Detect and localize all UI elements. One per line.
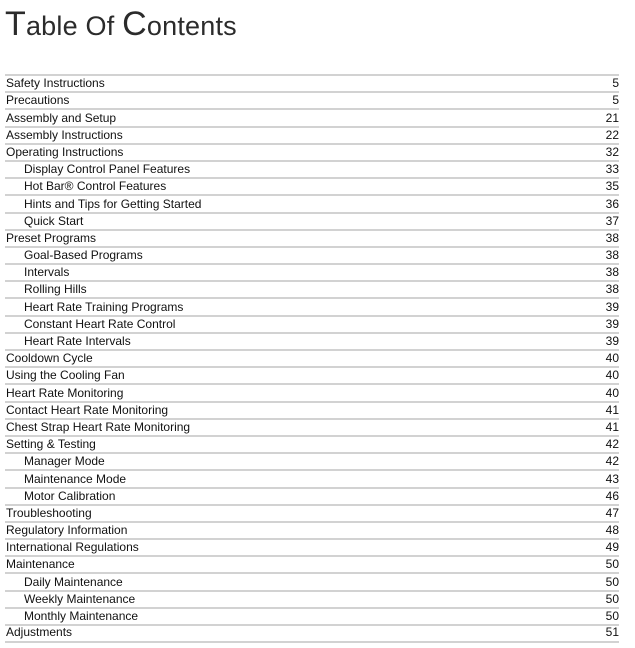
toc-entry-label[interactable]: Operating Instructions [6, 144, 124, 159]
toc-entry-page-number[interactable]: 50 [605, 609, 619, 623]
toc-entry-page-number[interactable]: 40 [605, 351, 619, 366]
toc-entry-label[interactable]: Heart Rate Monitoring [6, 385, 124, 400]
toc-entry-page-number[interactable]: 39 [605, 334, 619, 348]
toc-entry-label[interactable]: Hints and Tips for Getting Started [24, 196, 202, 211]
toc-entry[interactable] [5, 555, 619, 572]
toc-entry-label[interactable]: Contact Heart Rate Monitoring [6, 402, 169, 417]
toc-entry-label[interactable]: Precautions [6, 93, 70, 108]
toc-entry[interactable] [5, 624, 619, 643]
toc-entry-page-number[interactable]: 49 [605, 540, 619, 555]
toc-entry-label[interactable]: Regulatory Information [6, 523, 128, 538]
toc-entry-label[interactable]: Assembly Instructions [6, 127, 123, 142]
toc-entry-page-number[interactable]: 39 [605, 299, 619, 314]
toc-entry-label[interactable]: Quick Start [24, 213, 84, 228]
toc-entry[interactable] [5, 383, 619, 400]
toc-entry-label[interactable]: Setting & Testing [6, 437, 96, 452]
toc-entry-label[interactable]: Manager Mode [24, 454, 105, 469]
toc-entry-label[interactable]: Monthly Maintenance [24, 609, 139, 623]
toc-entry-label[interactable]: Assembly and Setup [6, 110, 117, 125]
table-of-contents [5, 74, 619, 643]
toc-entry-label[interactable]: International Regulations [6, 540, 139, 555]
toc-entry-page-number[interactable]: 43 [605, 471, 619, 486]
toc-entry[interactable] [5, 108, 619, 125]
toc-entry-page-number[interactable]: 46 [605, 488, 619, 503]
toc-entry-page-number[interactable]: 33 [605, 162, 619, 177]
toc-entry-page-number[interactable]: 47 [605, 505, 619, 520]
toc-entry-page-number[interactable]: 40 [605, 385, 619, 400]
toc-entry-page-number[interactable]: 48 [605, 523, 619, 538]
toc-entry-page-number[interactable]: 38 [605, 248, 619, 263]
toc-entry[interactable] [5, 177, 619, 194]
toc-entry-page-number[interactable]: 21 [605, 110, 619, 125]
toc-entry[interactable] [5, 297, 619, 314]
toc-entry-page-number[interactable]: 38 [605, 265, 619, 280]
toc-entry-label[interactable]: Preset Programs [6, 230, 97, 245]
toc-entry[interactable] [5, 349, 619, 366]
toc-entry[interactable] [5, 607, 619, 624]
toc-entry[interactable] [5, 487, 619, 504]
toc-entry-page-number[interactable]: 38 [605, 230, 619, 245]
toc-entry-label[interactable]: Weekly Maintenance [24, 591, 136, 606]
toc-entry-label[interactable]: Adjustments [6, 625, 73, 639]
toc-entry[interactable] [5, 315, 619, 332]
toc-entry[interactable] [5, 590, 619, 607]
toc-entry[interactable] [5, 452, 619, 469]
toc-entry[interactable] [5, 143, 619, 160]
toc-entry-page-number[interactable]: 41 [605, 402, 619, 417]
toc-entry-label[interactable]: Using the Cooling Fan [6, 368, 125, 383]
toc-entry-label[interactable]: Goal-Based Programs [24, 248, 143, 263]
toc-entry-page-number[interactable]: 32 [605, 144, 619, 159]
toc-entry[interactable] [5, 366, 619, 383]
toc-entry[interactable] [5, 538, 619, 555]
toc-entry-page-number[interactable]: 51 [605, 625, 619, 639]
toc-entry[interactable] [5, 74, 619, 91]
toc-entry-label[interactable]: Daily Maintenance [24, 574, 123, 589]
toc-entry-page-number[interactable]: 22 [605, 127, 619, 142]
page-title: Table Of Contents [5, 5, 237, 43]
toc-entry-label[interactable]: Display Control Panel Features [24, 162, 191, 177]
toc-entry[interactable] [5, 280, 619, 297]
toc-entry-page-number[interactable]: 39 [605, 316, 619, 331]
toc-entry-page-number[interactable]: 50 [605, 574, 619, 589]
toc-entry-page-number[interactable]: 42 [605, 437, 619, 452]
toc-entry-label[interactable]: Maintenance Mode [24, 471, 127, 486]
toc-entry-label[interactable]: Cooldown Cycle [6, 351, 93, 366]
toc-entry-page-number[interactable]: 50 [605, 591, 619, 606]
toc-entry[interactable] [5, 263, 619, 280]
toc-entry-page-number[interactable]: 50 [605, 557, 619, 572]
toc-entry[interactable] [5, 418, 619, 435]
toc-entry[interactable] [5, 435, 619, 452]
toc-entry[interactable] [5, 229, 619, 246]
toc-entry[interactable] [5, 572, 619, 589]
toc-entry-page-number[interactable]: 35 [605, 179, 619, 194]
toc-entry-page-number[interactable]: 37 [605, 213, 619, 228]
toc-entry[interactable] [5, 212, 619, 229]
toc-entry[interactable] [5, 126, 619, 143]
toc-entry[interactable] [5, 401, 619, 418]
toc-entry[interactable] [5, 469, 619, 486]
toc-entry[interactable] [5, 194, 619, 211]
toc-entry-page-number[interactable]: 36 [605, 196, 619, 211]
toc-entry-page-number[interactable]: 41 [605, 419, 619, 434]
toc-entry-label[interactable]: Constant Heart Rate Control [24, 316, 176, 331]
toc-entry-label[interactable]: Rolling Hills [24, 282, 87, 297]
toc-entry[interactable] [5, 332, 619, 349]
toc-entry-page-number[interactable]: 5 [612, 76, 619, 91]
toc-entry-label[interactable]: Hot Bar® Control Features [24, 179, 167, 194]
toc-entry[interactable] [5, 504, 619, 521]
toc-entry-label[interactable]: Intervals [24, 265, 70, 280]
toc-entry-label[interactable]: Heart Rate Intervals [24, 334, 131, 348]
toc-entry-page-number[interactable]: 38 [605, 282, 619, 297]
toc-entry[interactable] [5, 160, 619, 177]
toc-entry[interactable] [5, 246, 619, 263]
toc-entry-label[interactable]: Heart Rate Training Programs [24, 299, 184, 314]
toc-entry[interactable] [5, 91, 619, 108]
toc-entry-label[interactable]: Troubleshooting [6, 505, 92, 520]
toc-entry[interactable] [5, 521, 619, 538]
toc-entry-page-number[interactable]: 5 [612, 93, 619, 108]
toc-entry-label[interactable]: Safety Instructions [6, 76, 105, 91]
toc-entry-label[interactable]: Maintenance [6, 557, 75, 572]
toc-entry-label[interactable]: Chest Strap Heart Rate Monitoring [6, 419, 191, 434]
toc-entry-page-number[interactable]: 40 [605, 368, 619, 383]
toc-entry-page-number[interactable]: 42 [605, 454, 619, 469]
toc-entry-label[interactable]: Motor Calibration [24, 488, 116, 503]
